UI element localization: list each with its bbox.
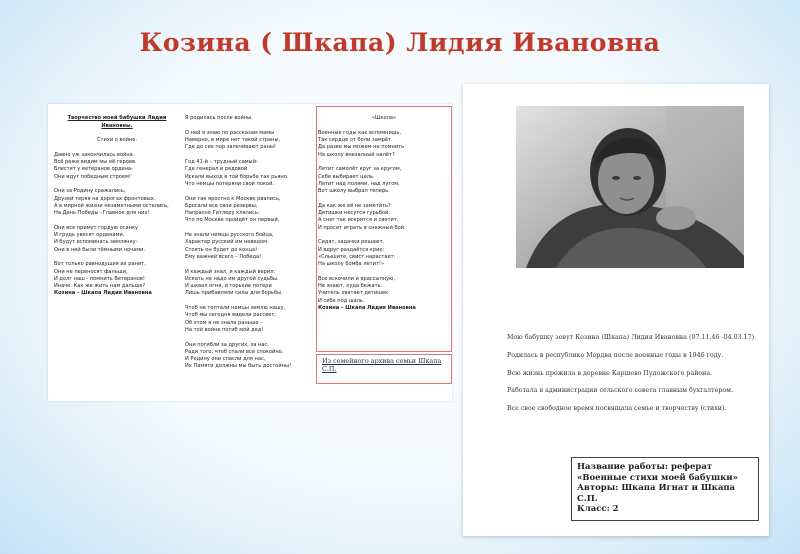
portrait-photo-icon — [516, 106, 744, 268]
work-title: Название работы: реферат «Военные стихи моей бабушки» — [577, 462, 738, 483]
poem-victory-text: Давно уж закончилась война. Всё реже видим мы её героев. Блестят у ветеранов ордена- Они идут победным строем! Они за Родину сражались, Друзей теряя на дорогах фронтовых. А в мирной жизни незаметными остались, На День Победы –Главное для них! Они все примут гордую осанку И грудь увесят орденами. И будут вспоминать землянку- Они в ней были тёмными ночами. Вот только равнодушия их ранит, Они не переносят фальши, И долг наш - помнить Ветеранов! Иначе. Как же жить нам дальше? — [54, 151, 169, 290]
bio-line: Мою бабушку зовут Козина (Шкапа) Лидия Ивановна (07.11.46 -04.03.17). — [507, 334, 757, 341]
work-authors: Авторы: Шкапа Игнат и Шкапа С.П. — [577, 483, 736, 504]
bio-text — [507, 334, 767, 423]
work-class: Класс: 2 — [577, 504, 619, 514]
poem-column-1 — [54, 108, 180, 298]
poem-column-2 — [185, 108, 313, 371]
bio-line: Все свое свободное время посвящала семье и творчеству (стихи). — [507, 405, 727, 413]
slide-title: Козина ( Шкапа) Лидия Ивановна — [139, 28, 661, 57]
poem-school-title: «Школа» — [371, 115, 397, 122]
bio-line: Всю жизнь прожила в деревне Каршево Пудожского района. — [507, 369, 713, 377]
poems-heading: Творчество моей бабушки Лидии Ивановны. — [67, 115, 167, 129]
work-info-box — [571, 457, 759, 521]
archive-note: Из семейного архива семьи Шкапа С.П. — [322, 357, 442, 373]
bio-line: Работала в администрации сельского совета главным бухгалтером. — [507, 387, 734, 395]
info-page — [463, 84, 769, 536]
poem-school-signature: Козина – Шкапа Лидия Ивановна — [318, 305, 416, 312]
bio-line: Родилась в республике Мордва после военные годы в 1946 году. — [507, 351, 724, 359]
poems-subheading: Стихи о войне. — [96, 137, 138, 144]
poems-sheet — [48, 104, 452, 401]
poem-born-after-war-text: Я родилась после войны. О ней я знаю по рассказам мамы Наверно, в мире нет такой страны, Где до сих пор залечивают раны! Год 41-й – трудный самый- Где генерал и рядовой Искали выход в той борьбе так рьяно. Что немцы потеряли свой покой. Они так яростно к Москве рвались, Бросали все свои резервы, Напрасно Гитлеру клялись: Что по Москве пройдёт он первый. Не знали немцы русского бойца, Характер русский им неведом- Стоять он будет до конца! Ему важней всего – Победа! И каждый знал, и каждый верил: Искать не надо им другой судьбы. И шквал огня, и горькие потери Лишь прибавляли силы для борьбы. Чтоб не топтали немцы землю нашу, Чтоб мы сегодня видели рассвет, Об этом я не знала раньше – На той войне погиб мой дед! Они погибли за других, за нас. Ради того, чтоб спали все спокойно. И Родину они спасли для нас, Их Памяти должны мы быть достойны! — [185, 115, 292, 370]
poem-signature: Козина – Шкапа Лидия Ивановна — [54, 290, 152, 297]
poem-school-text: Военные годы как вспомнишь, Так сердце от боли замрёт. Да разве мы можем не помнить На школу внезапный налёт? Летит самолёт круг за кругом, Себе выбирает цель. Летит над полями, над лугом, Вот школу выбрал теперь. Да как же её не заметить? Детишки несутся гурьбой, А снег так искрится и светит, И просит играть в снежный бой. Сидят, задачки решают. И вдруг раздаётся крик: «Слышите, свист нарастает: На школу бомба летит!» Все вскочили и врассыпную, Не знают, куда бежать. Учитель хватает детишек И себе под шаль. — [318, 129, 406, 304]
poem-column-3 — [318, 108, 450, 312]
